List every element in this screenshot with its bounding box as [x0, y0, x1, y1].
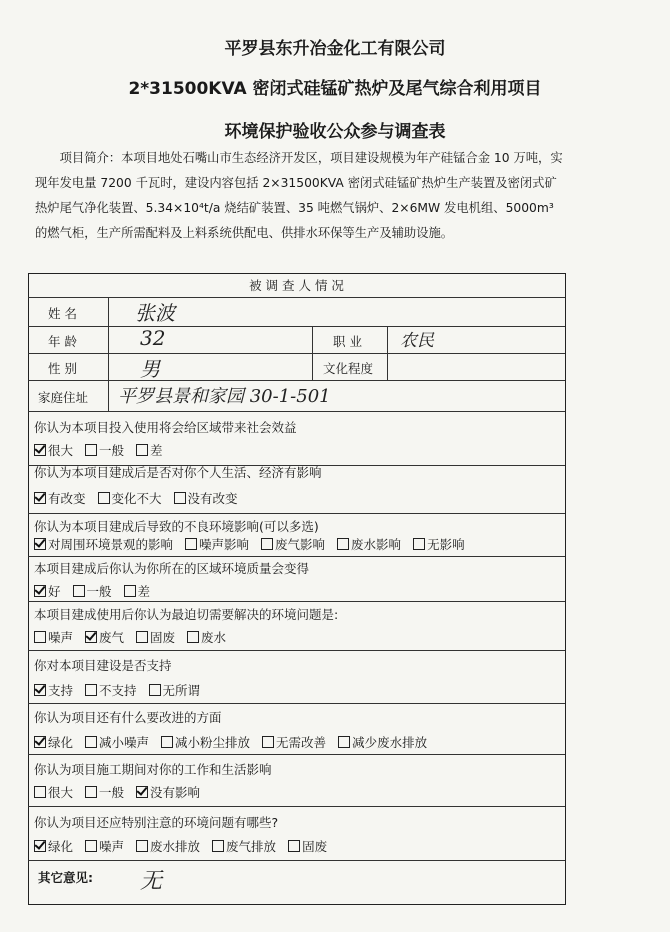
option-label: 一般: [99, 443, 125, 458]
question-4-option[interactable]: [34, 584, 61, 599]
checkbox-icon[interactable]: [34, 786, 46, 798]
checkbox-icon[interactable]: [136, 840, 148, 852]
option-label: 噪声: [99, 839, 125, 854]
checkbox-icon[interactable]: [185, 538, 197, 550]
checkbox-icon[interactable]: [262, 736, 274, 748]
name-value: 张波: [135, 301, 175, 325]
job-label: 职 业: [333, 334, 362, 349]
question-5-options: [34, 628, 238, 646]
question-4-option[interactable]: [73, 584, 112, 599]
job-value: 农民: [400, 331, 434, 351]
checkbox-icon[interactable]: [149, 684, 161, 696]
question-2-option[interactable]: [174, 491, 238, 506]
option-label: 废气: [99, 630, 125, 645]
address-value: 平罗县景和家园 30-1-501: [118, 386, 331, 407]
question-9-option[interactable]: [34, 839, 73, 854]
question-5-option[interactable]: [187, 630, 226, 645]
checkbox-icon[interactable]: [73, 585, 85, 597]
option-label: 废气影响: [275, 537, 326, 552]
question-5-option[interactable]: [136, 630, 175, 645]
checkbox-icon[interactable]: [85, 684, 97, 696]
checkbox-icon[interactable]: [124, 585, 136, 597]
form-title: 环境保护验收公众参与调查表: [224, 122, 446, 142]
question-9-option[interactable]: [85, 839, 124, 854]
option-label: 无所谓: [162, 683, 201, 698]
name-label: 姓 名: [48, 306, 77, 321]
question-6-option[interactable]: [149, 683, 201, 698]
question-9-text: 你认为项目还应特别注意的环境问题有哪些?: [34, 815, 279, 830]
question-7-option[interactable]: [262, 735, 326, 750]
option-label: 减小粉尘排放: [175, 735, 251, 750]
checkbox-icon[interactable]: [413, 538, 425, 550]
checkbox-icon[interactable]: [85, 736, 97, 748]
question-2-option[interactable]: [98, 491, 162, 506]
checkbox-icon[interactable]: [85, 786, 97, 798]
checkbox-icon[interactable]: [85, 444, 97, 456]
question-3-text: 你认为本项目建成后导致的不良环境影响(可以多选): [34, 519, 319, 534]
question-5-option[interactable]: [85, 630, 124, 645]
question-6-text: 你对本项目建设是否支持: [34, 658, 172, 673]
checked-box-icon[interactable]: [34, 538, 46, 550]
checkbox-icon[interactable]: [174, 492, 186, 504]
checkbox-icon[interactable]: [34, 631, 46, 643]
checkbox-icon[interactable]: [136, 631, 148, 643]
option-label: 固废: [302, 839, 328, 854]
option-label: 有改变: [48, 491, 86, 506]
question-9-option[interactable]: [212, 839, 276, 854]
checked-box-icon[interactable]: [34, 684, 46, 696]
checked-box-icon[interactable]: [34, 444, 46, 456]
checkbox-icon[interactable]: [261, 538, 273, 550]
option-label: 不支持: [99, 683, 137, 698]
option-label: 没有改变: [187, 491, 238, 506]
option-label: 噪声影响: [199, 537, 250, 552]
question-6-option[interactable]: [85, 683, 137, 698]
question-9-option[interactable]: [136, 839, 200, 854]
question-8-options: [34, 783, 212, 801]
option-label: 无需改善: [276, 735, 327, 750]
checked-box-icon[interactable]: [34, 585, 46, 597]
option-label: 好: [48, 584, 61, 599]
option-label: 没有影响: [150, 785, 201, 800]
question-3-option[interactable]: [34, 537, 173, 552]
company-title: 平罗县东升冶金化工有限公司: [224, 39, 446, 59]
option-label: 支持: [48, 683, 74, 698]
question-1-option[interactable]: [34, 443, 73, 458]
checkbox-icon[interactable]: [337, 538, 349, 550]
question-1-text: 你认为本项目投入使用将会给区域带来社会效益: [34, 420, 297, 435]
checkbox-icon[interactable]: [161, 736, 173, 748]
checkbox-icon[interactable]: [98, 492, 110, 504]
question-4-options: [34, 582, 162, 600]
question-8-option[interactable]: [85, 785, 124, 800]
checkbox-icon[interactable]: [136, 444, 148, 456]
question-9-options: [34, 837, 339, 855]
question-9-option[interactable]: [288, 839, 327, 854]
question-7-option[interactable]: [85, 735, 149, 750]
question-2-text: 你认为本项目建成后是否对你个人生活、经济有影响: [34, 465, 322, 480]
other-opinion-value: 无: [140, 869, 163, 894]
option-label: 废水排放: [150, 839, 201, 854]
question-3-option[interactable]: [337, 537, 401, 552]
checked-box-icon[interactable]: [34, 840, 46, 852]
checked-box-icon[interactable]: [34, 736, 46, 748]
option-label: 减少废水排放: [352, 735, 428, 750]
question-8-text: 你认为项目施工期间对你的工作和生活影响: [34, 762, 272, 777]
question-1-options: [34, 441, 175, 459]
question-2-option[interactable]: [34, 491, 86, 506]
checkbox-icon[interactable]: [187, 631, 199, 643]
option-label: 减小噪声: [99, 735, 150, 750]
option-label: 很大: [48, 443, 74, 458]
checkbox-icon[interactable]: [85, 840, 97, 852]
question-7-options: [34, 733, 439, 751]
checked-box-icon[interactable]: [136, 786, 148, 798]
question-7-option[interactable]: [338, 735, 427, 750]
option-label: 废水: [201, 630, 227, 645]
education-label: 文化程度: [323, 361, 374, 376]
question-6-option[interactable]: [34, 683, 73, 698]
option-label: 很大: [48, 785, 74, 800]
checkbox-icon[interactable]: [338, 736, 350, 748]
option-label: 绿化: [48, 839, 74, 854]
age-label: 年 龄: [48, 334, 77, 349]
question-1-option[interactable]: [85, 443, 124, 458]
option-label: 绿化: [48, 735, 74, 750]
question-7-option[interactable]: [34, 735, 73, 750]
checked-box-icon[interactable]: [34, 492, 46, 504]
option-label: 变化不大: [111, 491, 162, 506]
option-label: 废水影响: [351, 537, 402, 552]
question-8-option[interactable]: [136, 785, 200, 800]
gender-value: 男: [140, 357, 160, 381]
respondent-header: 被 调 查 人 情 况: [249, 278, 344, 293]
option-label: 固废: [150, 630, 176, 645]
option-label: 一般: [99, 785, 125, 800]
gender-label: 性 别: [48, 361, 77, 376]
question-5-text: 本项目建成使用后你认为最迫切需要解决的环境问题是:: [34, 607, 339, 622]
other-opinion-label: 其它意见:: [38, 870, 93, 885]
checkbox-icon[interactable]: [212, 840, 224, 852]
question-1-option[interactable]: [136, 443, 163, 458]
question-3-option[interactable]: [261, 537, 325, 552]
question-3-options: [34, 535, 477, 553]
option-label: 差: [150, 443, 163, 458]
option-label: 差: [137, 584, 151, 599]
question-5-option[interactable]: [34, 630, 73, 645]
question-7-option[interactable]: [161, 735, 250, 750]
option-label: 噪声: [48, 630, 74, 645]
option-label: 一般: [86, 584, 112, 599]
option-label: 无影响: [427, 537, 465, 552]
question-8-option[interactable]: [34, 785, 73, 800]
question-4-option[interactable]: [124, 584, 151, 599]
question-3-option[interactable]: [185, 537, 249, 552]
address-label: 家庭住址: [38, 390, 89, 405]
option-label: 对周围环境景观的影响: [48, 537, 174, 552]
question-3-option[interactable]: [413, 537, 465, 552]
question-2-options: [34, 489, 250, 507]
question-7-text: 你认为项目还有什么要改进的方面: [34, 710, 222, 725]
project-intro: 项目简介：本项目地处石嘴山市生态经济开发区，项目建设规模为年产硅锰合金 10 万吨，实现年发电量 7200 千瓦时，建设内容包括 2×31500KVA 密闭式硅锰矿热炉生产装置及密闭式矿热炉尾气净化装置、5.34×10⁴t/a 烧结矿装置、35 吨燃气锅炉、2×6MW 发电机组、5000m³ 的燃气柜，生产所需配料及上料系统供配电、供排水环保等生产及辅助设施。: [35, 151, 563, 240]
question-6-options: [34, 681, 212, 699]
age-value: 32: [140, 326, 166, 350]
option-label: 废气排放: [226, 839, 277, 854]
checkbox-icon[interactable]: [288, 840, 300, 852]
project-title: 2*31500KVA 密闭式硅锰矿热炉及尾气综合利用项目: [128, 79, 542, 99]
checked-box-icon[interactable]: [85, 631, 97, 643]
question-4-text: 本项目建成后你认为你所在的区域环境质量会变得: [34, 561, 310, 576]
